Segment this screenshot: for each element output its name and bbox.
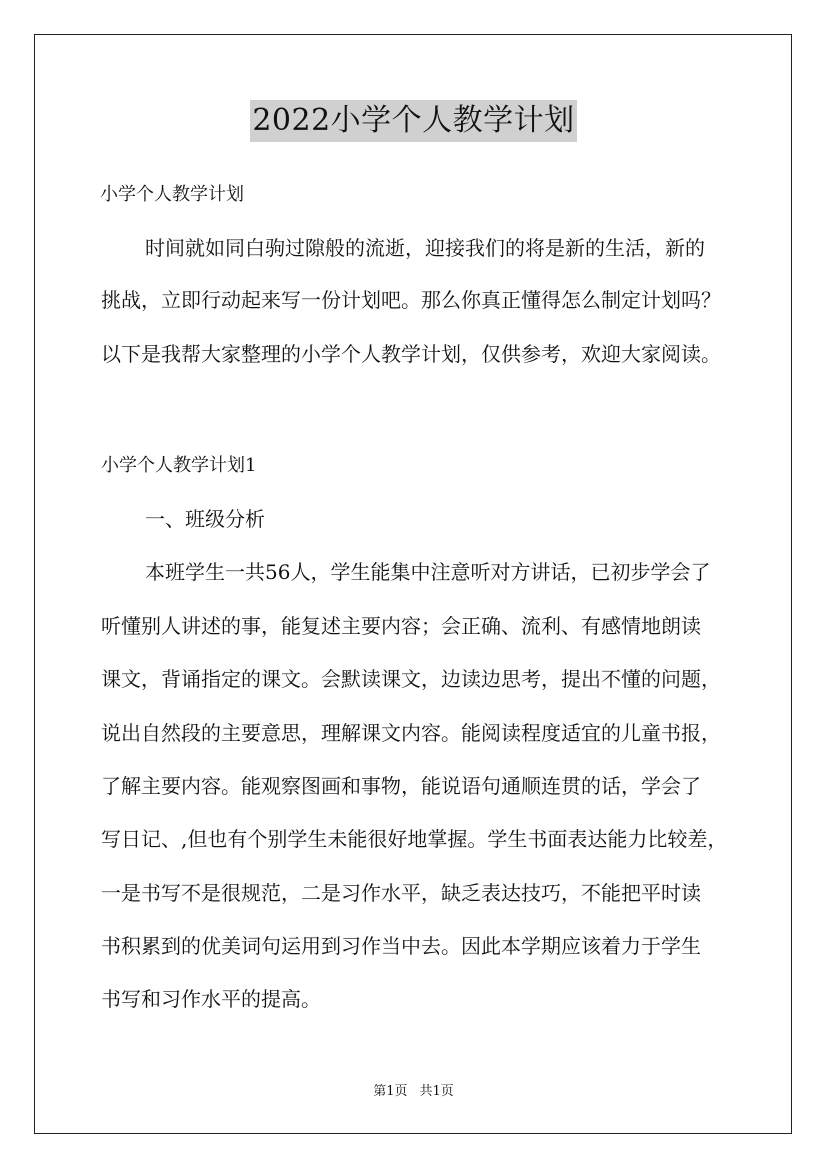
body-line-8: 书积累到的优美词句运用到习作当中去。因此本学期应该着力于学生 <box>101 934 701 958</box>
title-container <box>0 100 827 142</box>
body-line-6: 写日记、,但也有个别学生未能很好地掌握。学生书面表达能力比较差， <box>101 827 728 851</box>
body-line-2: 听懂别人讲述的事，能复述主要内容；会正确、流利、有感情地朗读 <box>101 614 701 638</box>
page-footer <box>0 1083 827 1101</box>
intro-line-1: 时间就如同白驹过隙般的流逝，迎接我们的将是新的生活，新的 <box>145 236 705 260</box>
body-line-9: 书写和习作水平的提高。 <box>101 987 321 1011</box>
body-line-3: 课文，背诵指定的课文。会默读课文，边读边思考，提出不懂的问题， <box>101 667 721 691</box>
page-total: 共1页 <box>419 1084 454 1099</box>
section1-heading: 小学个人教学计划1 <box>101 455 257 476</box>
document-title: 2022小学个人教学计划 <box>250 100 576 142</box>
body-line-1: 本班学生一共56人，学生能集中注意听对方讲话，已初步学会了 <box>145 560 711 584</box>
body-line-4: 说出自然段的主要意思，理解课文内容。能阅读程度适宜的儿童书报， <box>101 721 721 745</box>
intro-line-2: 挑战，立即行动起来写一份计划吧。那么你真正懂得怎么制定计划吗？ <box>101 288 721 312</box>
subsection1-heading: 一、班级分析 <box>145 507 265 531</box>
intro-heading: 小学个人教学计划 <box>100 184 244 205</box>
body-line-7: 一是书写不是很规范，二是习作水平，缺乏表达技巧，不能把平时读 <box>101 881 701 905</box>
body-line-5: 了解主要内容。能观察图画和事物，能说语句通顺连贯的话，学会了 <box>101 774 701 798</box>
intro-line-3: 以下是我帮大家整理的小学个人教学计划，仅供参考，欢迎大家阅读。 <box>101 342 721 366</box>
page-number: 第1页 <box>373 1084 408 1099</box>
